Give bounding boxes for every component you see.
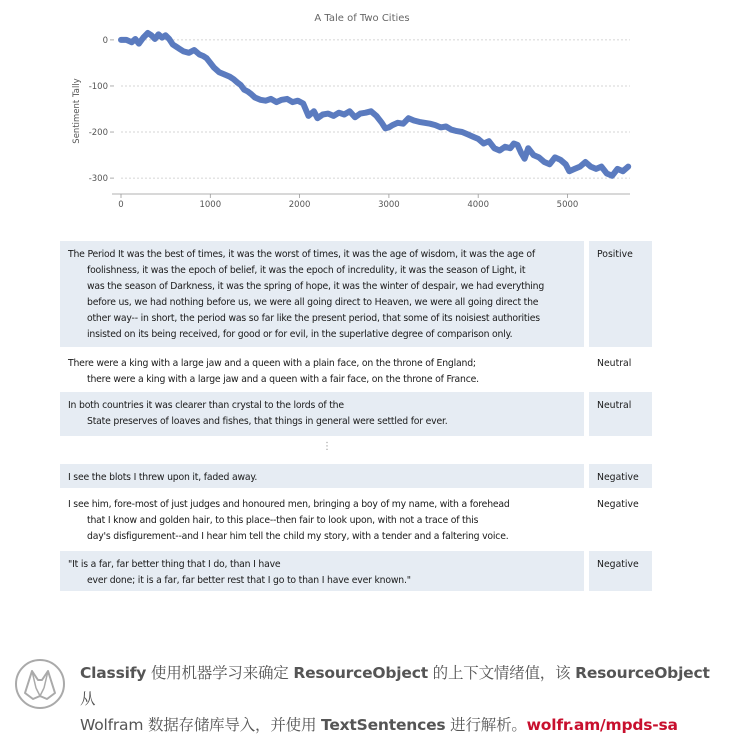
caption-fragment: 进行解析。 [445, 716, 527, 734]
data-point-4 [136, 41, 141, 46]
x-tick-label-1: 1000 [199, 200, 222, 210]
data-point-79 [492, 146, 497, 151]
sentence-line: day's disfigurement--and I hear him tell the child my story, with a tender and a faltering voice. [87, 531, 509, 542]
data-point-8 [152, 36, 157, 41]
sentence-cell [60, 551, 584, 591]
data-point-65 [417, 119, 422, 124]
ellipsis-vertical: ⋮ [322, 441, 332, 452]
x-tick-label-2: 2000 [288, 200, 311, 210]
data-point-72 [454, 129, 459, 134]
sentence-line: there were a king with a large jaw and a queen with a fair face, on the throne of France. [87, 374, 479, 385]
sentence-cell [60, 350, 584, 387]
y-axis-label: Sentiment Tally [72, 78, 82, 144]
data-point-51 [347, 109, 352, 114]
data-point-44 [311, 109, 316, 114]
data-point-103 [610, 173, 615, 178]
tick-labels [89, 36, 579, 210]
data-point-55 [368, 109, 373, 114]
data-point-63 [406, 116, 411, 121]
data-point-78 [486, 139, 491, 144]
sentiment-label: Positive [589, 241, 652, 347]
sentiment-label: Negative [597, 499, 639, 510]
sentence-line: There were a king with a large jaw and a queen with a plain face, on the throne of England; [68, 358, 476, 369]
data-point-40 [290, 100, 295, 105]
table-row [60, 241, 652, 347]
data-point-80 [497, 148, 502, 153]
data-point-91 [547, 162, 552, 167]
x-tick-label-5: 5000 [556, 200, 579, 210]
sentence-cell [60, 392, 584, 436]
x-tick-label-0: 0 [118, 200, 124, 210]
data-point-93 [558, 157, 563, 162]
data-point-96 [572, 166, 577, 171]
sentence-line: insisted on its being received, for good or for evil, in the superlative degree of comparison only. [87, 329, 513, 340]
wolfram-wolf-logo-icon [14, 658, 66, 710]
data-point-75 [470, 134, 475, 139]
data-point-3 [133, 36, 138, 41]
data-point-5 [141, 35, 146, 40]
caption-fragment: 从 [80, 690, 96, 708]
sentiment-line-chart [0, 0, 729, 222]
sentence-cell [60, 491, 584, 546]
caption-fragment: Classify [80, 664, 147, 682]
data-point-36 [268, 96, 273, 101]
sentence-line: I see him, fore-most of just judges and honoured men, bringing a boy of my name, with a forehead [68, 499, 510, 510]
chart-title: A Tale of Two Cities [314, 13, 410, 24]
data-point-23 [211, 65, 216, 70]
sentence-line: In both countries it was clearer than crystal to the lords of the [68, 400, 344, 411]
caption-fragment: 使用机器学习来确定 [146, 664, 294, 682]
data-point-102 [604, 171, 609, 176]
data-point-54 [363, 110, 368, 115]
data-point-89 [536, 155, 541, 160]
data-point-34 [258, 97, 263, 102]
sentence-line: other way-- in short, the period was so far like the present period, that some of its noisiest authorities [87, 313, 540, 324]
sentence-line: was the season of Darkness, it was the spring of hope, it was the winter of despair, we had everything [87, 281, 545, 292]
x-tick-label-3: 3000 [378, 200, 400, 210]
series-layer [118, 30, 630, 178]
caption-link[interactable]: wolfr.am/mpds-sa [526, 716, 678, 734]
data-point-67 [427, 121, 432, 126]
data-point-16 [181, 49, 186, 54]
data-point-25 [222, 72, 227, 77]
data-point-99 [588, 164, 593, 169]
axes [110, 40, 630, 198]
data-point-61 [395, 120, 400, 125]
caption-fragment: 数据存储库导入，并使用 [143, 716, 321, 734]
caption-fragment: ResourceObject [293, 664, 428, 682]
footer-caption [0, 652, 729, 734]
caption-line-1 [80, 660, 725, 712]
data-point-105 [620, 169, 625, 174]
data-point-76 [476, 136, 481, 141]
data-point-29 [238, 82, 243, 87]
data-point-69 [438, 125, 443, 130]
table-row [60, 464, 652, 488]
sentence-cell [60, 464, 584, 488]
data-point-100 [594, 166, 599, 171]
data-point-60 [390, 123, 395, 128]
data-point-106 [626, 164, 631, 169]
sentence-line: "It is a far, far better thing that I do, than I have [68, 559, 281, 570]
sentence-cell [60, 241, 584, 347]
data-point-85 [519, 150, 524, 155]
data-point-50 [342, 112, 347, 117]
data-point-57 [379, 120, 384, 125]
data-point-62 [401, 121, 406, 126]
data-point-17 [186, 50, 191, 55]
data-point-90 [542, 159, 547, 164]
data-point-43 [306, 113, 311, 118]
data-point-74 [465, 132, 470, 137]
table-row [60, 392, 652, 436]
data-point-21 [204, 56, 209, 61]
sentence-line: The Period It was the best of times, it was the worst of times, it was the age of wisdom, it was the age of [68, 249, 535, 260]
y-tick-label-3: -300 [88, 174, 108, 185]
data-point-94 [563, 162, 568, 167]
data-point-45 [315, 116, 320, 121]
sentiment-label: Neutral [597, 358, 632, 369]
data-point-18 [192, 47, 197, 52]
caption-fragment: Wolfram [80, 716, 144, 734]
sentiment-label: Neutral [589, 392, 652, 436]
data-point-39 [285, 96, 290, 101]
sentiment-label: Negative [589, 551, 652, 591]
sentiment-label: Negative [589, 464, 652, 488]
data-point-37 [274, 100, 279, 105]
data-point-97 [577, 164, 582, 169]
data-point-56 [374, 113, 379, 118]
data-point-81 [502, 144, 507, 149]
data-point-68 [433, 123, 438, 128]
y-tick-label-0: 0 [102, 35, 108, 46]
data-point-87 [526, 146, 531, 151]
data-point-38 [279, 97, 284, 102]
data-point-49 [336, 110, 341, 115]
data-point-84 [515, 142, 520, 147]
data-point-77 [481, 141, 486, 146]
table-row [60, 491, 652, 546]
data-point-33 [252, 95, 257, 100]
data-point-1 [124, 37, 129, 42]
caption-line-2 [80, 712, 725, 738]
data-point-88 [531, 153, 536, 158]
caption-text [80, 660, 725, 738]
data-point-53 [358, 111, 363, 116]
data-point-66 [422, 120, 427, 125]
sentence-line: ever done; it is a far, far better rest that I go to than I have ever known." [87, 575, 411, 586]
data-point-42 [301, 101, 306, 106]
data-point-12 [167, 36, 172, 41]
data-point-101 [599, 164, 604, 169]
x-tick-label-4: 4000 [467, 200, 490, 210]
table-row [60, 551, 652, 591]
y-tick-label-1: -100 [88, 81, 108, 92]
data-point-95 [567, 169, 572, 174]
sentence-line: I see the blots I threw upon it, faded away. [68, 472, 258, 483]
sentence-line: that I know and golden hair, to this place--then fair to look upon, with not a trace of this [87, 515, 479, 526]
table-row [60, 350, 652, 387]
data-point-92 [552, 155, 557, 160]
data-point-98 [583, 159, 588, 164]
data-point-48 [331, 113, 336, 118]
data-point-47 [326, 111, 331, 116]
data-point-71 [449, 127, 454, 132]
data-point-82 [508, 146, 513, 151]
data-point-24 [217, 70, 222, 75]
caption-fragment: ResourceObject [575, 664, 710, 682]
sentence-line: before us, we had nothing before us, we were all going direct to Heaven, we were all going direct the [87, 297, 539, 308]
data-point-70 [443, 124, 448, 129]
data-point-86 [522, 156, 527, 161]
data-point-22 [208, 60, 213, 65]
data-point-46 [320, 112, 325, 117]
data-point-73 [460, 129, 465, 134]
data-point-64 [411, 118, 416, 123]
data-point-52 [352, 115, 357, 120]
caption-fragment: TextSentences [321, 716, 446, 734]
sentence-line: State preserves of loaves and fishes, that things in general were settled for ever. [87, 416, 448, 427]
data-point-104 [615, 166, 620, 171]
data-point-41 [295, 98, 300, 103]
y-tick-label-2: -200 [88, 128, 108, 139]
data-point-0 [118, 37, 123, 42]
sentence-line: foolishness, it was the epoch of belief, it was the epoch of incredulity, it was the season of Light, it [87, 265, 526, 276]
data-point-35 [263, 98, 268, 103]
caption-fragment: 的上下文情绪值，该 [427, 664, 576, 682]
